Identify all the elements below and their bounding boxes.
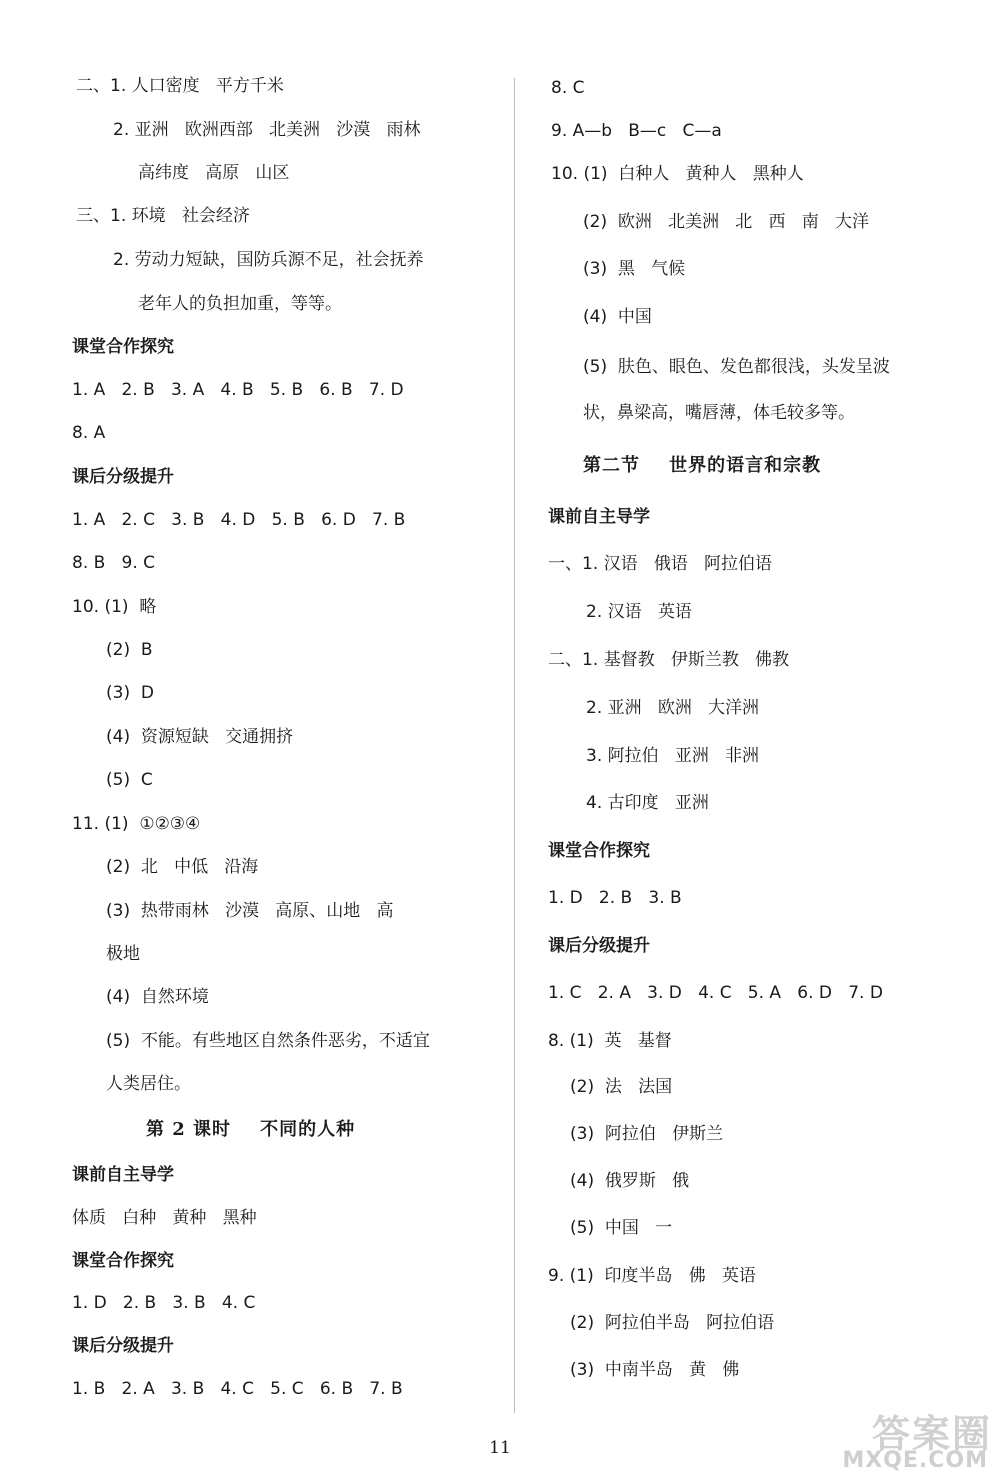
lesson-title: 第 2 课时 不同的人种 [146, 1119, 356, 1140]
answer-line: (3) 中南半岛 黄 佛 [570, 1360, 740, 1380]
answer-line: 1. D 2. B 3. B [548, 888, 682, 908]
answer-line: (2) 法 法国 [570, 1077, 673, 1097]
answer-line: 1. C 2. A 3. D 4. C 5. A 6. D 7. D [548, 983, 883, 1003]
section-heading: 课堂合作探究 [72, 1251, 174, 1271]
answer-line: (4) 中国 [583, 307, 652, 327]
answer-line: 2. 汉语 英语 [586, 602, 692, 622]
answer-line: 极地 [106, 944, 140, 964]
answer-line: 1. A 2. C 3. B 4. D 5. B 6. D 7. B [72, 510, 406, 530]
answer-line: 老年人的负担加重，等等。 [138, 294, 342, 314]
answer-line: 8. A [72, 423, 106, 443]
answer-line: 一、1. 汉语 俄语 阿拉伯语 [548, 554, 773, 574]
answer-line: 三、1. 环境 社会经济 [76, 206, 250, 226]
answer-line: (5) 中国 一 [570, 1218, 673, 1238]
watermark-logo: 答案圈 [871, 1412, 992, 1456]
answer-line: 8. B 9. C [72, 553, 155, 573]
answer-line: (4) 俄罗斯 俄 [570, 1171, 690, 1191]
answer-line: (3) D [106, 683, 154, 703]
section-heading: 课后分级提升 [72, 1336, 174, 1356]
answer-line: 2. 劳动力短缺，国防兵源不足，社会抚养 [113, 250, 424, 270]
answer-line: (2) 阿拉伯半岛 阿拉伯语 [570, 1313, 775, 1333]
answer-line: 状，鼻梁高，嘴唇薄，体毛较多等。 [583, 403, 855, 423]
answer-line: 9. A—b B—c C—a [551, 121, 722, 141]
answer-line: 4. 古印度 亚洲 [586, 793, 709, 813]
answer-line: 人类居住。 [106, 1074, 191, 1094]
answer-line: 2. 亚洲 欧洲西部 北美洲 沙漠 雨林 [113, 120, 421, 140]
section-heading: 课堂合作探究 [548, 841, 650, 861]
answer-line: (5) 肤色、眼色、发色都很浅，头发呈波 [583, 357, 890, 377]
answer-line: (2) B [106, 640, 153, 660]
answer-line: 11. (1) ①②③④ [72, 814, 201, 834]
answer-line: (2) 北 中低 沿海 [106, 857, 259, 877]
section-heading: 课前自主导学 [72, 1165, 174, 1185]
watermark-url: MXQE.COM [842, 1448, 988, 1473]
answer-line: 1. B 2. A 3. B 4. C 5. C 6. B 7. B [72, 1379, 403, 1399]
answer-line: 1. D 2. B 3. B 4. C [72, 1293, 256, 1313]
answer-line: (4) 资源短缺 交通拥挤 [106, 727, 294, 747]
answer-line: 体质 白种 黄种 黑种 [72, 1208, 257, 1228]
answer-line: 高纬度 高原 山区 [138, 163, 290, 183]
answer-line: (3) 阿拉伯 伊斯兰 [570, 1124, 724, 1144]
answer-line: (3) 热带雨林 沙漠 高原、山地 高 [106, 901, 394, 921]
answer-line: 10. (1) 略 [72, 597, 157, 617]
answer-line: 10. (1) 白种人 黄种人 黑种人 [551, 164, 804, 184]
section-heading: 课后分级提升 [72, 467, 174, 487]
answer-line: 3. 阿拉伯 亚洲 非洲 [586, 746, 760, 766]
answer-line: (3) 黑 气候 [583, 259, 686, 279]
answer-line: 二、1. 基督教 伊斯兰教 佛教 [548, 650, 790, 670]
answer-line: 8. (1) 英 基督 [548, 1031, 672, 1051]
answer-line: (4) 自然环境 [106, 987, 209, 1007]
answer-line: (5) C [106, 770, 153, 790]
answer-line: 1. A 2. B 3. A 4. B 5. B 6. B 7. D [72, 380, 404, 400]
answer-line: 8. C [551, 78, 585, 98]
answer-line: 二、1. 人口密度 平方千米 [76, 76, 284, 96]
page-number: 11 [489, 1438, 511, 1458]
column-divider [514, 78, 515, 1413]
answer-line: 2. 亚洲 欧洲 大洋洲 [586, 698, 760, 718]
answer-line: 9. (1) 印度半岛 佛 英语 [548, 1266, 756, 1286]
answer-line: (2) 欧洲 北美洲 北 西 南 大洋 [583, 212, 869, 232]
section-heading: 课后分级提升 [548, 936, 650, 956]
section-title: 第二节 世界的语言和宗教 [583, 455, 822, 476]
section-heading: 课堂合作探究 [72, 337, 174, 357]
section-heading: 课前自主导学 [548, 507, 650, 527]
answer-line: (5) 不能。有些地区自然条件恶劣，不适宜 [106, 1031, 430, 1051]
watermark [842, 1403, 992, 1473]
